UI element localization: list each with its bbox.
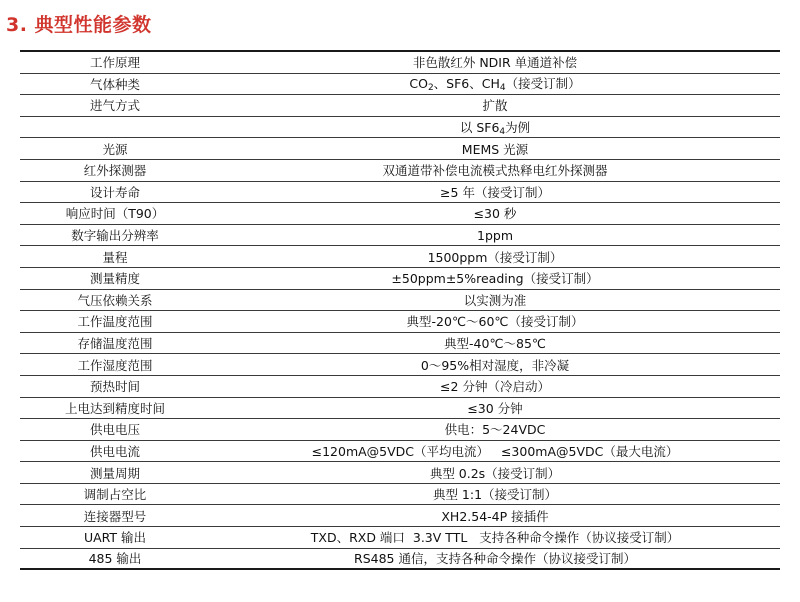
row-value: 典型 1:1（接受订制） <box>432 487 558 503</box>
row-label: 设计寿命 <box>89 184 140 200</box>
row-label: 连接器型号 <box>83 508 147 524</box>
row-label: 气压依赖关系 <box>77 292 153 308</box>
row-value: 1ppm <box>477 227 513 243</box>
row-value: ≤30 分钟 <box>467 400 523 416</box>
row-label: 调制占空比 <box>83 487 147 503</box>
row-label: 预热时间 <box>89 379 140 395</box>
row-value: MEMS 光源 <box>461 141 529 157</box>
row-label: 工作温度范围 <box>77 314 153 330</box>
row-value: 1500ppm（接受订制） <box>427 249 563 265</box>
table-row <box>20 290 780 312</box>
row-label: 485 输出 <box>88 551 142 567</box>
table-row <box>20 95 780 117</box>
table-row <box>20 441 780 463</box>
row-value: 扩散 <box>482 98 508 114</box>
table-row <box>20 138 780 160</box>
table-row <box>20 549 780 571</box>
row-value: XH2.54-4P 接插件 <box>441 508 549 524</box>
row-label: 供电电压 <box>89 422 140 438</box>
table-row <box>20 160 780 182</box>
table-row <box>20 462 780 484</box>
row-value: ≤30 秒 <box>473 206 517 222</box>
table-row <box>20 52 780 74</box>
table-row <box>20 74 780 96</box>
row-label: 工作湿度范围 <box>77 357 153 373</box>
row-value: RS485 通信，支持各种命令操作（协议接受订制） <box>354 551 636 567</box>
table-row <box>20 225 780 247</box>
row-label: 进气方式 <box>89 98 140 114</box>
row-value: TXD、RXD 端口 3.3V TTL 支持各种命令操作（协议接受订制） <box>310 530 680 546</box>
row-label: 红外探测器 <box>83 163 147 179</box>
table-row <box>20 333 780 355</box>
table-row <box>20 484 780 506</box>
table-row <box>20 419 780 441</box>
row-label: 响应时间（T90） <box>65 206 165 222</box>
table-row <box>20 203 780 225</box>
table-row <box>20 117 780 139</box>
table-row <box>20 268 780 290</box>
row-label: 测量周期 <box>89 465 140 481</box>
row-value: $CO_2$、SF6、$CH_4$（接受订制） <box>409 76 581 94</box>
row-value: ≤120mA@5VDC（平均电流） ≤300mA@5VDC（最大电流） <box>311 443 679 459</box>
table-row <box>20 527 780 549</box>
row-label: 量程 <box>102 249 128 265</box>
row-value: 典型 0.2s（接受订制） <box>429 465 561 481</box>
table-row <box>20 376 780 398</box>
table-row <box>20 398 780 420</box>
table-row <box>20 354 780 376</box>
table-row <box>20 182 780 204</box>
section-heading: 3. 典型性能参数 <box>6 14 152 36</box>
row-value: 以 $SF6_4$为例 <box>459 119 531 137</box>
row-label: 工作原理 <box>89 55 140 71</box>
row-value: 非色散红外 NDIR 单通道补偿 <box>412 55 578 71</box>
row-value: ±50ppm±5%reading（接受订制） <box>391 271 599 287</box>
row-label: 供电电流 <box>89 443 140 459</box>
table-row <box>20 311 780 333</box>
row-value: 典型-40℃～85℃ <box>444 336 546 352</box>
row-value: 以实测为准 <box>463 292 527 308</box>
table-row <box>20 246 780 268</box>
row-value: 0～95%相对湿度，非冷凝 <box>420 357 570 373</box>
table-row <box>20 505 780 527</box>
row-label: 数字输出分辨率 <box>71 228 159 244</box>
row-value: 典型-20℃～60℃（接受订制） <box>406 314 584 330</box>
row-value: ≤2 分钟（冷启动） <box>440 379 550 395</box>
row-label: 光源 <box>102 141 128 157</box>
row-value: 供电：5～24VDC <box>444 422 546 438</box>
row-value: 双通道带补偿电流模式热释电红外探测器 <box>382 163 608 179</box>
row-label: 气体种类 <box>89 76 140 92</box>
row-label: 存储温度范围 <box>77 336 153 352</box>
spec-table <box>20 50 780 570</box>
row-label: UART 输出 <box>83 530 147 546</box>
row-label: 测量精度 <box>89 271 140 287</box>
row-value: ≥5 年（接受订制） <box>440 184 550 200</box>
row-label: 上电达到精度时间 <box>64 400 165 416</box>
